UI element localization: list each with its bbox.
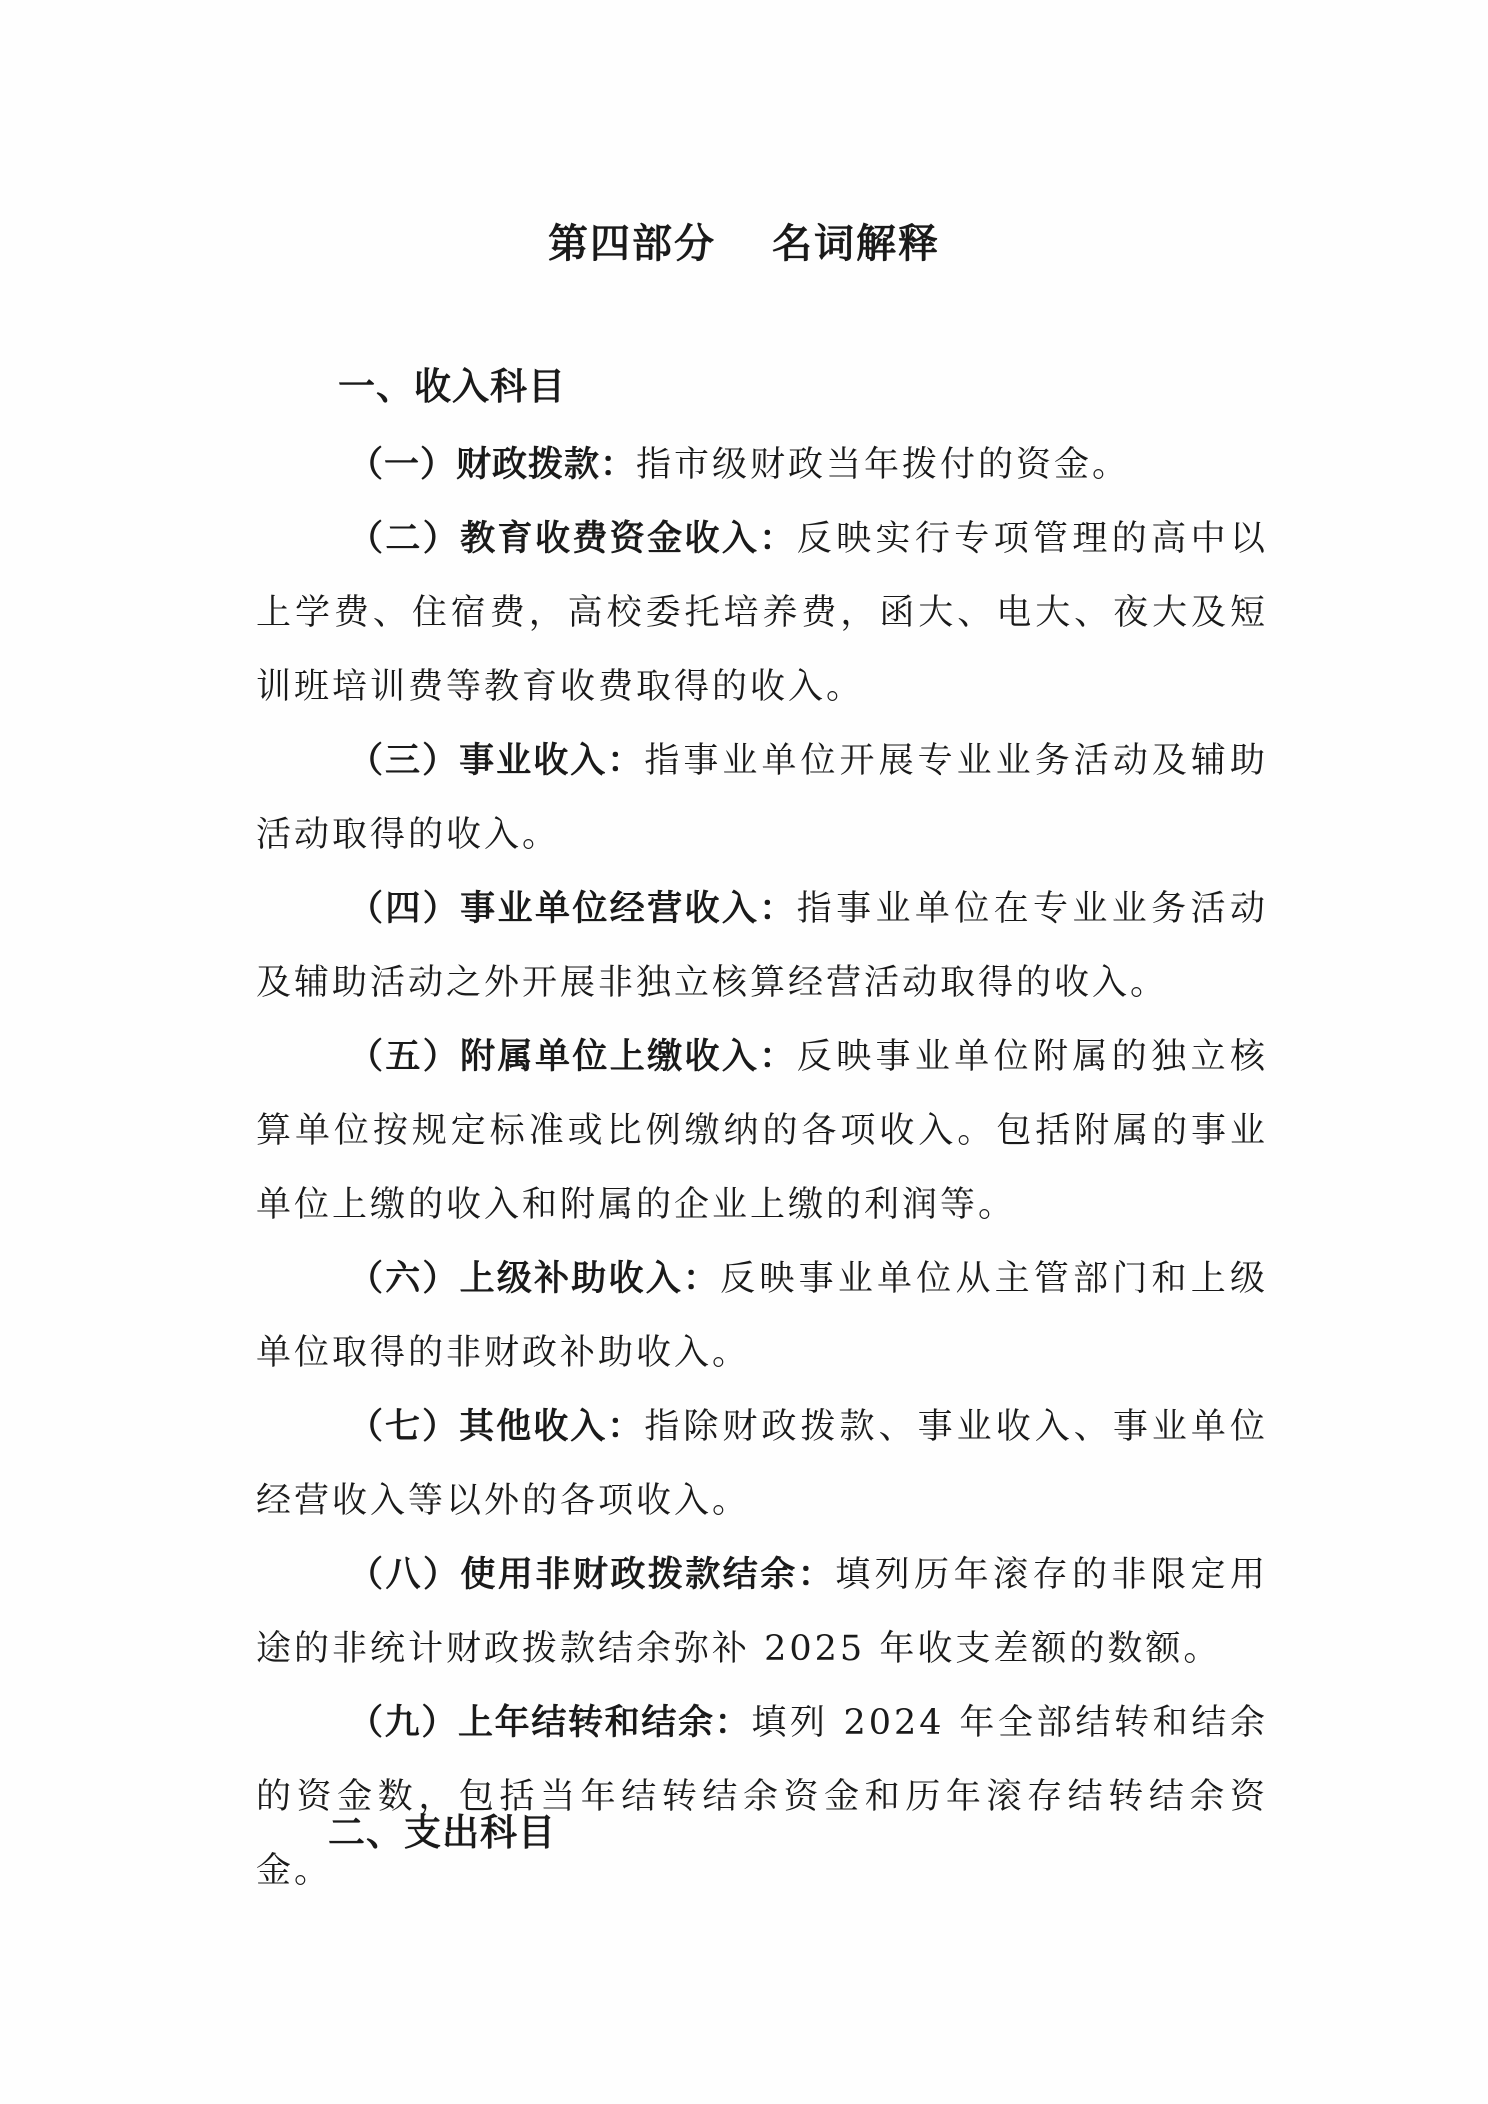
item-8 bbox=[256, 1538, 1268, 1686]
item-text: 反映事业单位从主管部门和上级单位取得的非财政补助收入。 bbox=[256, 1259, 1268, 1373]
item-3 bbox=[256, 724, 1268, 872]
income-items bbox=[256, 428, 1268, 1908]
item-9 bbox=[256, 1686, 1268, 1908]
section-heading-income: 一、收入科目 bbox=[338, 365, 566, 408]
item-text: 指事业单位开展专业业务活动及辅助活动取得的收入。 bbox=[256, 741, 1268, 855]
title-name: 名词解释 bbox=[772, 221, 940, 267]
item-term: （五）附属单位上缴收入： bbox=[348, 1037, 797, 1077]
item-term: （七）其他收入： bbox=[348, 1407, 645, 1447]
item-7 bbox=[256, 1390, 1268, 1538]
section-heading-expense: 二、支出科目 bbox=[328, 1811, 556, 1854]
page-title bbox=[0, 212, 1488, 269]
title-part: 第四部分 bbox=[548, 221, 716, 267]
item-text: 指除财政拨款、事业收入、事业单位经营收入等以外的各项收入。 bbox=[256, 1407, 1268, 1521]
item-text: 填列历年滚存的非限定用途的非统计财政拨款结余弥补 2025 年收支差额的数额。 bbox=[256, 1555, 1268, 1669]
item-4 bbox=[256, 872, 1268, 1020]
item-2 bbox=[256, 502, 1268, 724]
item-text: 反映实行专项管理的高中以上学费、住宿费，高校委托培养费，函大、电大、夜大及短训班培训费等教育收费取得的收入。 bbox=[256, 519, 1268, 707]
item-5 bbox=[256, 1020, 1268, 1242]
item-term: （二）教育收费资金收入： bbox=[348, 519, 797, 559]
item-1 bbox=[256, 428, 1268, 502]
item-6 bbox=[256, 1242, 1268, 1390]
item-term: （一）财政拨款： bbox=[348, 445, 637, 485]
item-term: （六）上级补助收入： bbox=[348, 1259, 721, 1299]
item-term: （八）使用非财政拨款结余： bbox=[348, 1555, 836, 1595]
item-term: （三）事业收入： bbox=[348, 741, 645, 781]
item-term: （四）事业单位经营收入： bbox=[348, 889, 797, 929]
item-term: （九）上年结转和结余： bbox=[348, 1703, 752, 1743]
item-text: 指事业单位在专业业务活动及辅助活动之外开展非独立核算经营活动取得的收入。 bbox=[256, 889, 1268, 1003]
item-text: 指市级财政当年拨付的资金。 bbox=[636, 445, 1131, 485]
item-text: 反映事业单位附属的独立核算单位按规定标准或比例缴纳的各项收入。包括附属的事业单位上缴的收入和附属的企业上缴的利润等。 bbox=[256, 1037, 1268, 1225]
item-text: 填列 2024 年全部结转和结余的资金数，包括当年结转结余资金和历年滚存结转结余资金。 bbox=[256, 1703, 1268, 1891]
